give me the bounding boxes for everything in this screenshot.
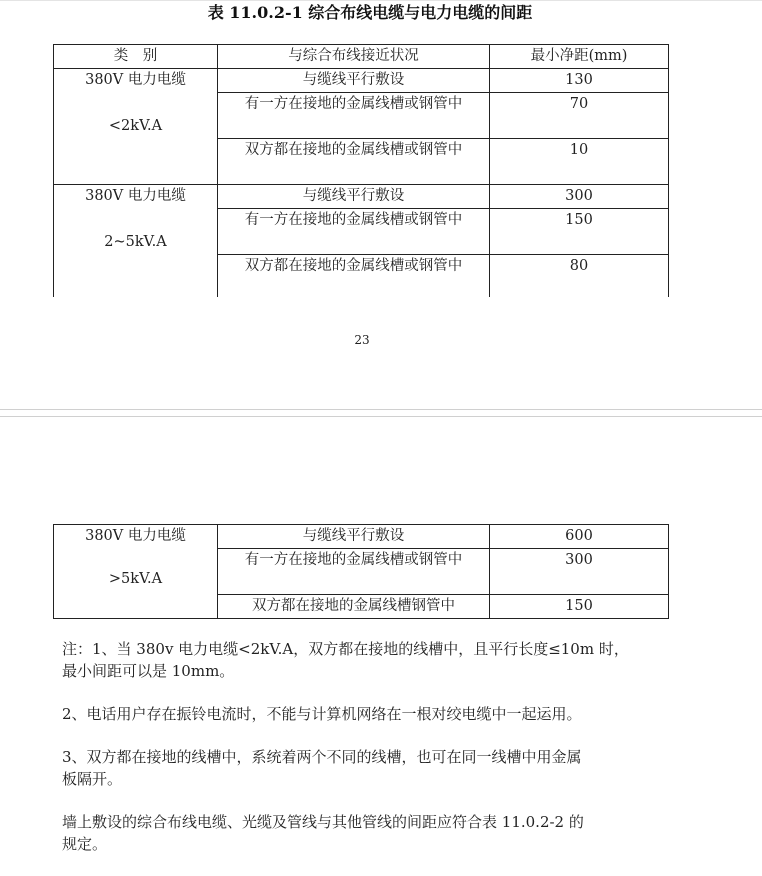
note-line: 规定。 (62, 835, 108, 853)
distance-cell: 300 (490, 185, 669, 209)
category-line2: 2~5kV.A (104, 234, 167, 250)
table-row (54, 525, 669, 549)
distance-cell: 150 (490, 209, 669, 255)
note-line: 注：1、当 380v 电力电缆<2kV.A，双方都在接地的线槽中，且平行长度≤10m 时， (62, 640, 629, 658)
category-line2: <2kV.A (108, 118, 163, 134)
distance-cell: 300 (490, 549, 669, 595)
distance-cell: 70 (490, 93, 669, 139)
category-line1: 380V 电力电缆 (85, 528, 186, 544)
wall-cabling-paragraph (62, 811, 682, 855)
note-line: 墙上敷设的综合布线电缆、光缆及管线与其他管线的间距应符合表 11.0.2-2 的 (62, 813, 584, 831)
page-break-line (0, 409, 762, 410)
distance-cell: 10 (490, 139, 669, 185)
condition-cell: 有一方在接地的金属线槽或钢管中 (218, 209, 490, 255)
condition-cell: 与缆线平行敷设 (218, 69, 490, 93)
header-min-distance: 最小净距(mm) (490, 45, 669, 69)
category-line1: 380V 电力电缆 (85, 188, 186, 204)
note-line: 3、双方都在接地的线槽中，系统着两个不同的线槽，也可在同一线槽中用金属 (62, 748, 582, 766)
note-line: 2、电话用户存在振铃电流时，不能与计算机网络在一根对绞电缆中一起运用。 (62, 705, 582, 723)
distance-cell: 130 (490, 69, 669, 93)
distance-cell: 600 (490, 525, 669, 549)
table-header-row (54, 45, 669, 69)
note-line: 最小间距可以是 10mm。 (62, 662, 235, 680)
page-top-border (0, 0, 762, 1)
notes-section (62, 638, 682, 876)
category-cell (54, 185, 218, 301)
page-cut-mask (40, 297, 740, 305)
note-3 (62, 746, 682, 790)
spacing-table-part1 (53, 44, 669, 301)
header-condition: 与综合布线接近状况 (218, 45, 490, 69)
condition-cell: 双方都在接地的金属线槽钢管中 (218, 595, 490, 619)
page-number: 23 (354, 333, 370, 347)
category-cell (54, 525, 218, 619)
category-line2: >5kV.A (108, 571, 163, 587)
condition-cell: 双方都在接地的金属线槽或钢管中 (218, 139, 490, 185)
page-break-line (0, 416, 762, 417)
table-row (54, 185, 669, 209)
table-row (54, 69, 669, 93)
note-2 (62, 703, 682, 725)
note-1 (62, 638, 682, 682)
condition-cell: 与缆线平行敷设 (218, 525, 490, 549)
condition-cell: 与缆线平行敷设 (218, 185, 490, 209)
condition-cell: 有一方在接地的金属线槽或钢管中 (218, 93, 490, 139)
distance-cell: 150 (490, 595, 669, 619)
condition-cell: 双方都在接地的金属线槽或钢管中 (218, 255, 490, 301)
note-line: 板隔开。 (62, 770, 123, 788)
category-line1: 380V 电力电缆 (85, 72, 186, 88)
header-category: 类 别 (54, 45, 218, 69)
condition-cell: 有一方在接地的金属线槽或钢管中 (218, 549, 490, 595)
spacing-table-part2 (53, 524, 669, 619)
category-cell (54, 69, 218, 185)
table-title: 表 11.0.2-1 综合布线电缆与电力电缆的间距 (207, 3, 533, 22)
distance-cell: 80 (490, 255, 669, 301)
